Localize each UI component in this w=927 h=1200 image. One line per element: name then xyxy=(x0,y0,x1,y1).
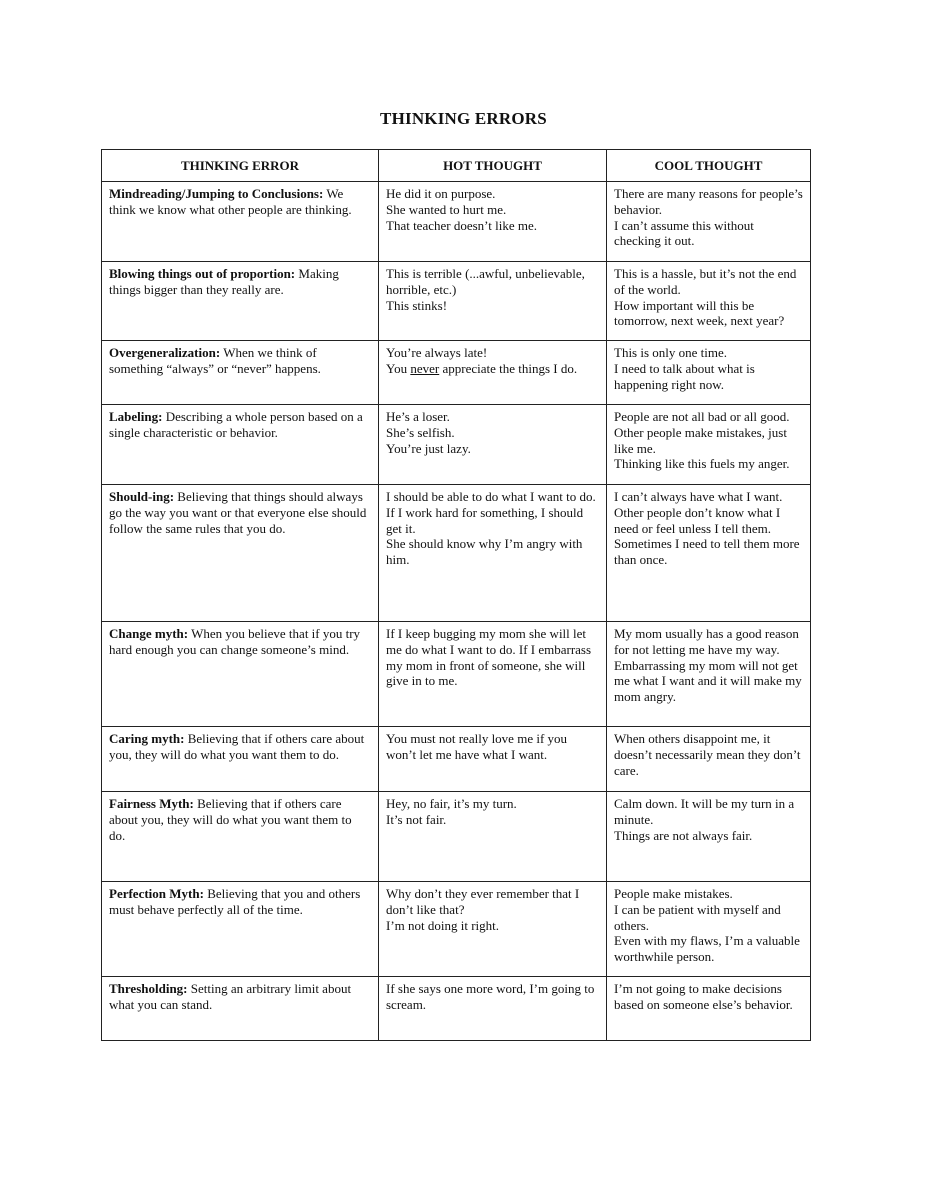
thinking-error-cell xyxy=(102,727,379,792)
table-row xyxy=(102,485,811,622)
cool-thought-line: I’m not going to make decisions based on someone else’s behavior. xyxy=(614,981,793,1012)
cool-thought-line: People are not all bad or all good. xyxy=(614,409,790,424)
hot-thought-line xyxy=(386,361,599,377)
hot-thought-cell xyxy=(379,792,607,882)
cool-thought-line: Things are not always fair. xyxy=(614,827,753,843)
hot-thought-line: She’s selfish. xyxy=(386,424,455,440)
table-row xyxy=(102,977,811,1041)
error-term: Labeling: xyxy=(109,409,163,424)
error-term: Blowing things out of proportion: xyxy=(109,266,296,281)
thinking-error-cell xyxy=(102,485,379,622)
cool-thought-line: This is only one time. xyxy=(614,345,728,360)
cool-thought-line: I can be patient with myself and others. xyxy=(614,901,781,933)
hot-thought-cell xyxy=(379,341,607,405)
table-row xyxy=(102,792,811,882)
cool-thought-line: Sometimes I need to tell them more than once. xyxy=(614,536,800,568)
hot-thought-line: Hey, no fair, it’s my turn. xyxy=(386,796,517,811)
error-description: Setting an arbitrary limit about what you can stand. xyxy=(109,981,352,1012)
hot-thought-line: He’s a loser. xyxy=(386,409,450,424)
cool-thought-cell xyxy=(607,727,811,792)
hot-thought-cell xyxy=(379,262,607,341)
hot-thought-line: It’s not fair. xyxy=(386,811,447,827)
thinking-error-cell xyxy=(102,882,379,977)
table-row xyxy=(102,727,811,792)
error-term: Change myth: xyxy=(109,626,189,641)
cool-thought-line: I need to talk about what is happening right now. xyxy=(614,360,755,392)
hot-thought-after: appreciate the things I do. xyxy=(439,360,578,376)
hot-thought-line: This stinks! xyxy=(386,297,448,313)
error-description: When we think of something “always” or “never” happens. xyxy=(109,345,321,376)
header-row xyxy=(102,150,811,182)
header-thinking-error: THINKING ERROR xyxy=(102,150,379,182)
thinking-error-cell xyxy=(102,341,379,405)
hot-thought-before: You xyxy=(386,360,411,376)
error-description: Believing that you and others must behave perfectly all of the time. xyxy=(109,886,361,917)
cool-thought-cell xyxy=(607,882,811,977)
error-description: Believing that if others care about you, they will do what you want them to do. xyxy=(109,796,352,843)
hot-thought-cell xyxy=(379,405,607,485)
hot-thought-line: I’m not doing it right. xyxy=(386,917,500,933)
table-row xyxy=(102,622,811,727)
header-hot-thought: HOT THOUGHT xyxy=(379,150,607,182)
cool-thought-line: How important will this be tomorrow, next week, next year? xyxy=(614,297,785,329)
thinking-error-cell xyxy=(102,262,379,341)
hot-thought-line: That teacher doesn’t like me. xyxy=(386,217,538,233)
error-term: Caring myth: xyxy=(109,731,185,746)
hot-thought-line: You’re always late! xyxy=(386,345,488,360)
hot-thought-line: She should know why I’m angry with him. xyxy=(386,536,583,568)
hot-thought-cell xyxy=(379,182,607,262)
cool-thought-cell xyxy=(607,405,811,485)
error-description: We think we know what other people are thinking. xyxy=(109,186,352,217)
table-row xyxy=(102,262,811,341)
thinking-error-cell xyxy=(102,182,379,262)
table-row xyxy=(102,405,811,485)
cool-thought-line: Even with my flaws, I’m a valuable worthwhile person. xyxy=(614,933,800,965)
cool-thought-line: Other people don’t know what I need or feel unless I tell them. xyxy=(614,504,781,536)
cool-thought-cell xyxy=(607,622,811,727)
cool-thought-line: Calm down. It will be my turn in a minute. xyxy=(614,796,795,827)
hot-thought-line: If I keep bugging my mom she will let me do what I want to do. If I embarrass my mom in front of someone, she will give in to me. xyxy=(386,626,592,689)
hot-thought-underlined-word: never xyxy=(410,360,440,376)
hot-thought-cell xyxy=(379,485,607,622)
thinking-error-cell xyxy=(102,405,379,485)
hot-thought-line: If she says one more word, I’m going to scream. xyxy=(386,981,595,1012)
cool-thought-line: There are many reasons for people’s behavior. xyxy=(614,186,803,217)
error-description: When you believe that if you try hard enough you can change someone’s mind. xyxy=(109,626,361,657)
hot-thought-cell xyxy=(379,882,607,977)
cool-thought-line: People make mistakes. xyxy=(614,886,733,901)
hot-thought-line: If I work hard for something, I should get it. xyxy=(386,504,584,536)
error-description: Describing a whole person based on a single characteristic or behavior. xyxy=(109,409,363,440)
hot-thought-line: You must not really love me if you won’t let me have what I want. xyxy=(386,731,568,762)
table-row xyxy=(102,341,811,405)
thinking-error-cell xyxy=(102,977,379,1041)
table-row xyxy=(102,182,811,262)
cool-thought-cell xyxy=(607,485,811,622)
header-cool-thought: COOL THOUGHT xyxy=(607,150,811,182)
error-term: Should-ing: xyxy=(109,489,175,504)
thinking-error-cell xyxy=(102,792,379,882)
hot-thought-cell xyxy=(379,622,607,727)
hot-thought-line: You’re just lazy. xyxy=(386,440,471,456)
cool-thought-cell xyxy=(607,977,811,1041)
thinking-errors-table xyxy=(101,149,811,1041)
error-description: Believing that if others care about you, they will do what you want them to do. xyxy=(109,731,365,762)
hot-thought-line: I should be able to do what I want to do. xyxy=(386,489,596,504)
cool-thought-line: I can’t assume this without checking it out. xyxy=(614,217,754,249)
cool-thought-line: Other people make mistakes, just like me. xyxy=(614,424,787,456)
hot-thought-line: He did it on purpose. xyxy=(386,186,496,201)
error-description: Making things bigger than they really are. xyxy=(109,266,339,297)
page-title: THINKING ERRORS xyxy=(380,109,547,128)
hot-thought-line: She wanted to hurt me. xyxy=(386,201,507,217)
cool-thought-cell xyxy=(607,182,811,262)
cool-thought-line: When others disappoint me, it doesn’t necessarily mean they don’t care. xyxy=(614,731,801,778)
error-term: Overgeneralization: xyxy=(109,345,221,360)
cool-thought-line: Thinking like this fuels my anger. xyxy=(614,456,790,472)
error-term: Mindreading/Jumping to Conclusions: xyxy=(109,186,324,201)
cool-thought-line: I can’t always have what I want. xyxy=(614,489,783,504)
error-description: Believing that things should always go the way you want or that everyone else should follow the same rules that you do. xyxy=(109,489,367,536)
hot-thought-cell xyxy=(379,727,607,792)
hot-thought-line: This is terrible (...awful, unbelievable, horrible, etc.) xyxy=(386,266,585,297)
error-term: Thresholding: xyxy=(109,981,188,996)
hot-thought-cell xyxy=(379,977,607,1041)
cool-thought-cell xyxy=(607,341,811,405)
thinking-error-cell xyxy=(102,622,379,727)
table-row xyxy=(102,882,811,977)
error-term: Fairness Myth: xyxy=(109,796,194,811)
cool-thought-line: Embarrassing my mom will not get me what I want and it will make my mom angry. xyxy=(614,657,802,705)
cool-thought-line: My mom usually has a good reason for not letting me have my way. xyxy=(614,626,799,657)
cool-thought-line: This is a hassle, but it’s not the end of the world. xyxy=(614,266,797,297)
cool-thought-cell xyxy=(607,792,811,882)
cool-thought-cell xyxy=(607,262,811,341)
hot-thought-line: Why don’t they ever remember that I don’t like that? xyxy=(386,886,580,917)
error-term: Perfection Myth: xyxy=(109,886,204,901)
